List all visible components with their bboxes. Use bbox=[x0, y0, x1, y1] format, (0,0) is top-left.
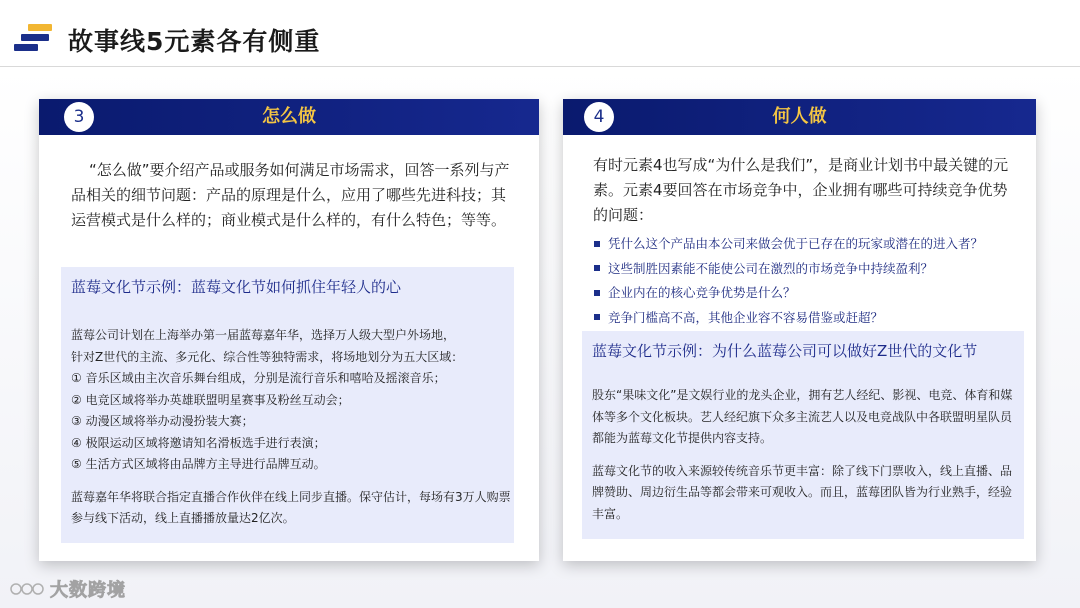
brand-logo bbox=[14, 24, 52, 54]
question-list bbox=[593, 232, 1023, 330]
example-line: 针对Z世代的主流、多元化、综合性等独特需求，将场地划分为五大区域： bbox=[71, 349, 464, 364]
example-line: 蓝莓公司计划在上海举办第一届蓝莓嘉年华，选择万人级大型户外场地， bbox=[71, 328, 456, 342]
example-body bbox=[71, 325, 511, 530]
square-bullet-icon bbox=[594, 241, 600, 247]
watermark-logo-icon bbox=[10, 580, 48, 598]
example-paragraph: 蓝莓文化节的收入来源较传统音乐节更丰富：除了线下门票收入，线上直播、品牌赞助、周边衍生品等都会带来可观收入。而且，蓝莓团队皆为行业熟手，经验丰富。 bbox=[592, 463, 1013, 521]
example-title: 蓝莓文化节示例：为什么蓝莓公司可以做好Z世代的文化节 bbox=[592, 342, 978, 360]
example-paragraph: 股东“果味文化”是文娱行业的龙头企业，拥有艺人经纪、影视、电竞、体育和媒体等多个文化板块。艺人经纪旗下众多主流艺人以及电竞战队中各联盟明星队员都能为蓝莓文化节提供内容支持。 bbox=[592, 388, 1013, 445]
card-title: 怎么做 bbox=[262, 106, 316, 127]
example-body bbox=[592, 385, 1022, 525]
example-line: ② 电竞区域将举办英雄联盟明星赛事及粉丝互动会； bbox=[71, 392, 350, 407]
card-intro: “怎么做”要介绍产品或服务如何满足市场需求，回答一系列与产品相关的细节问题：产品的原理是什么，应用了哪些先进科技；其运营模式是什么样的；商业模式是什么样的，有什么特色；等等。 bbox=[71, 161, 510, 229]
list-item-text: 这些制胜因素能不能使公司在激烈的市场竞争中持续盈利？ bbox=[608, 260, 934, 276]
card-title: 何人做 bbox=[772, 106, 827, 127]
example-line: ③ 动漫区域将举办动漫扮装大赛； bbox=[71, 414, 254, 428]
example-line: ① 音乐区域由主次音乐舞台组成，分别是流行音乐和嘻哈及摇滚音乐； bbox=[71, 371, 446, 385]
list-item-text: 企业内在的核心竞争优势是什么？ bbox=[608, 285, 796, 300]
card-header bbox=[39, 99, 539, 135]
example-box bbox=[61, 267, 514, 543]
example-line: ④ 极限运动区域将邀请知名滑板选手进行表演； bbox=[71, 435, 326, 450]
example-closing: 蓝莓嘉年华将联合指定直播合作伙伴在线上同步直播。保守估计，每场有3万人购票参与线下活动，线上直播播放量达2亿次。 bbox=[71, 489, 511, 525]
card-number-badge: 3 bbox=[64, 102, 94, 132]
list-item bbox=[593, 257, 1023, 282]
square-bullet-icon bbox=[594, 314, 600, 320]
watermark-text: 大数跨境 bbox=[50, 580, 126, 601]
square-bullet-icon bbox=[594, 290, 600, 296]
page-title: 故事线5元素各有侧重 bbox=[68, 27, 321, 56]
card-who bbox=[563, 99, 1036, 561]
square-bullet-icon bbox=[594, 265, 600, 271]
card-intro: 有时元素4也写成“为什么是我们”，是商业计划书中最关键的元素。元素4要回答在市场竞争中，企业拥有哪些可持续竞争优势的问题： bbox=[593, 156, 1009, 224]
card-header bbox=[563, 99, 1036, 135]
example-box bbox=[582, 331, 1024, 539]
card-how bbox=[39, 99, 539, 561]
example-line: ⑤ 生活方式区域将由品牌方主导进行品牌互动。 bbox=[71, 457, 326, 471]
list-item-text: 凭什么这个产品由本公司来做会优于已存在的玩家或潜在的进入者？ bbox=[608, 236, 984, 251]
list-item bbox=[593, 281, 1023, 306]
list-item bbox=[593, 306, 1023, 331]
example-title: 蓝莓文化节示例：蓝莓文化节如何抓住年轻人的心 bbox=[71, 278, 402, 296]
title-divider bbox=[0, 66, 1080, 67]
card-number-badge: 4 bbox=[584, 102, 614, 132]
list-item bbox=[593, 232, 1023, 257]
list-item-text: 竞争门槛高不高，其他企业容不容易借鉴或赶超？ bbox=[608, 309, 884, 325]
